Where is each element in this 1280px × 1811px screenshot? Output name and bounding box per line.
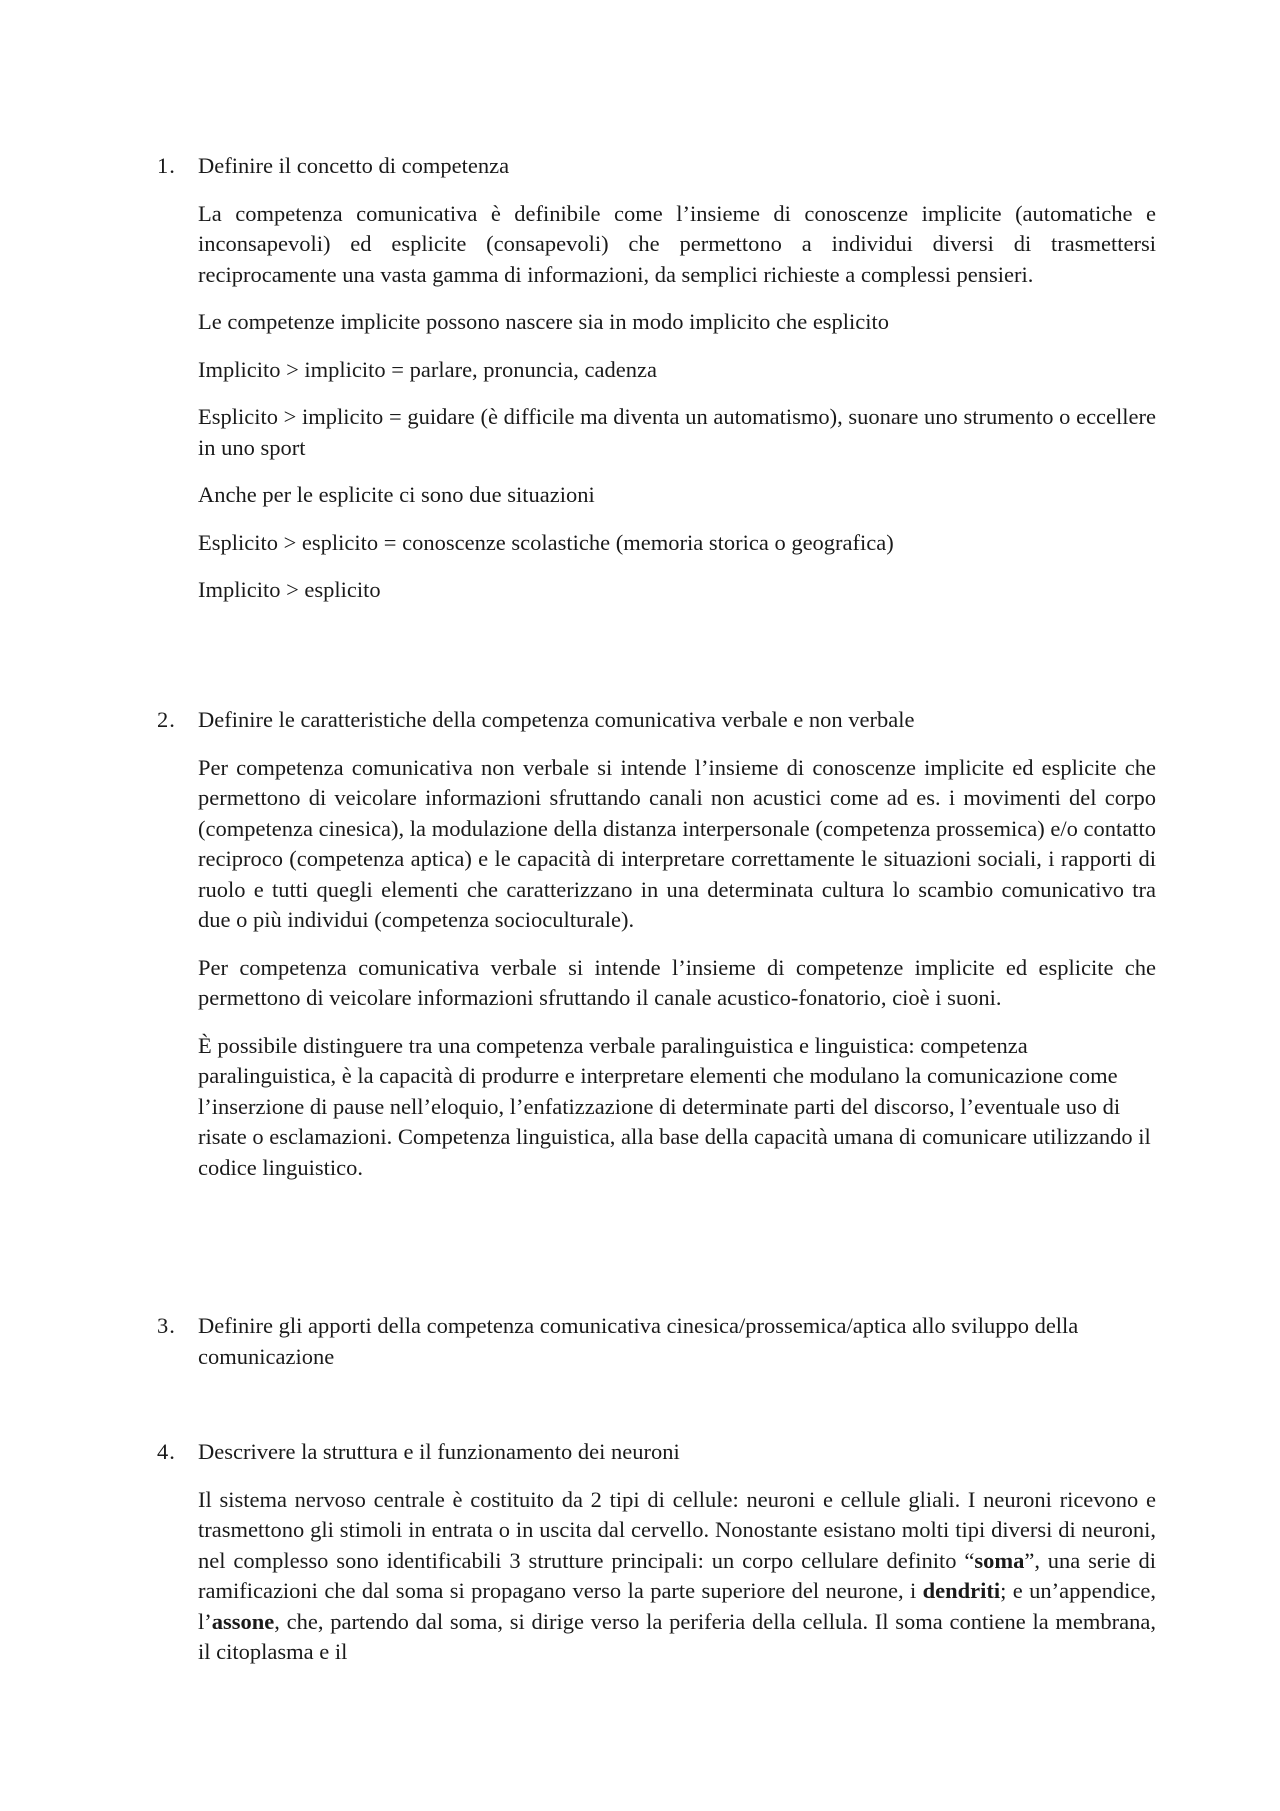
- answer-paragraph: Esplicito > esplicito = conoscenze scolastiche (memoria storica o geografica): [198, 529, 894, 555]
- answer-paragraph: Esplicito > implicito = guidare (è difficile ma diventa un automatismo), suonare uno strumento o eccellere in uno sport: [198, 404, 1156, 460]
- text-run: ”, una serie di ramificazioni che dal soma si propagano verso la parte superiore del neurone, i: [198, 1547, 1156, 1603]
- text-run: ; e un’appendice, l’: [198, 1578, 1156, 1634]
- question-title: Definire gli apporti della competenza comunicativa cinesica/prossemica/aptica allo sviluppo della comunicazione: [198, 1313, 1079, 1369]
- answer-paragraph: Per competenza comunicativa non verbale si intende l’insieme di conoscenze implicite ed esplicite che permettono di veicolare informazioni sfruttando canali non acustici come ad es. i movimenti del corpo (competenza cinesica), la modulazione della distanza interpersonale (competenza prossemica) e/o contatto reciproco (competenza aptica) e le capacità di interpretare correttamente le situazioni sociali, i rapporti di ruolo e tutti quegli elementi che caratterizzano in una determinata cultura lo scambio comunicativo tra due o più individui (competenza socioculturale).: [198, 754, 1156, 932]
- answer-paragraph: Per competenza comunicativa verbale si intende l’insieme di competenze implicite ed esplicite che permettono di veicolare informazioni sfruttando il canale acustico-fonatorio, cioè i suoni.: [198, 954, 1156, 1010]
- question-number: 2.: [157, 707, 176, 732]
- answer-paragraph: Implicito > esplicito: [198, 577, 381, 602]
- question-1: [157, 151, 1157, 606]
- answer-1: [198, 199, 1156, 606]
- answer-4: [198, 1485, 1156, 1668]
- term-soma: soma: [974, 1547, 1025, 1573]
- question-number: 3.: [157, 1313, 176, 1338]
- answer-paragraph: [198, 1485, 1156, 1668]
- question-2: [157, 705, 1157, 1183]
- answer-paragraph: È possibile distinguere tra una competenza verbale paralinguistica e linguistica: competenza paralinguistica, è la capacità di produrre e interpretare elementi che modulano la comunicazione come l’inserzione di pause nell’eloquio, l’enfatizzazione di determinate parti del discorso, l’eventuale uso di risate o esclamazioni. Competenza linguistica, alla base della capacità umana di comunicare utilizzando il codice linguistico.: [198, 1032, 1151, 1180]
- question-title: Definire le caratteristiche della competenza comunicativa verbale e non verbale: [198, 707, 915, 732]
- text-run: , che, partendo dal soma, si dirige verso la periferia della cellula. Il soma contiene la membrana, il citoplasma e il: [198, 1608, 1156, 1664]
- term-assone: assone: [211, 1608, 275, 1634]
- question-4: [157, 1437, 1157, 1668]
- term-dendriti: dendriti: [922, 1578, 1001, 1603]
- answer-paragraph: La competenza comunicativa è definibile come l’insieme di conoscenze implicite (automatiche e inconsapevoli) ed esplicite (consapevoli) che permettono a individui diversi di trasmettersi reciprocamente una vasta gamma di informazioni, da semplici richieste a complessi pensieri.: [198, 200, 1156, 287]
- question-3: [157, 1311, 1157, 1372]
- question-title: Definire il concetto di competenza: [198, 153, 510, 178]
- answer-paragraph: Anche per le esplicite ci sono due situazioni: [198, 482, 595, 507]
- answer-2: [198, 753, 1156, 1184]
- question-number: 4.: [157, 1439, 176, 1464]
- question-number: 1.: [157, 153, 176, 178]
- question-title: Descrivere la struttura e il funzionamento dei neuroni: [198, 1439, 680, 1464]
- text-run: Il sistema nervoso centrale è costituito da 2 tipi di cellule: neuroni e cellule gliali. I neuroni ricevono e trasmettono gli stimoli in entrata o in uscita dal cervello. Nonostante esistano molti tipi diversi di neuroni, nel complesso sono identificabili 3 strutture principali: un corpo cellulare definito “: [198, 1486, 1156, 1573]
- answer-paragraph: Le competenze implicite possono nascere sia in modo implicito che esplicito: [198, 309, 890, 334]
- answer-paragraph: Implicito > implicito = parlare, pronuncia, cadenza: [198, 356, 657, 382]
